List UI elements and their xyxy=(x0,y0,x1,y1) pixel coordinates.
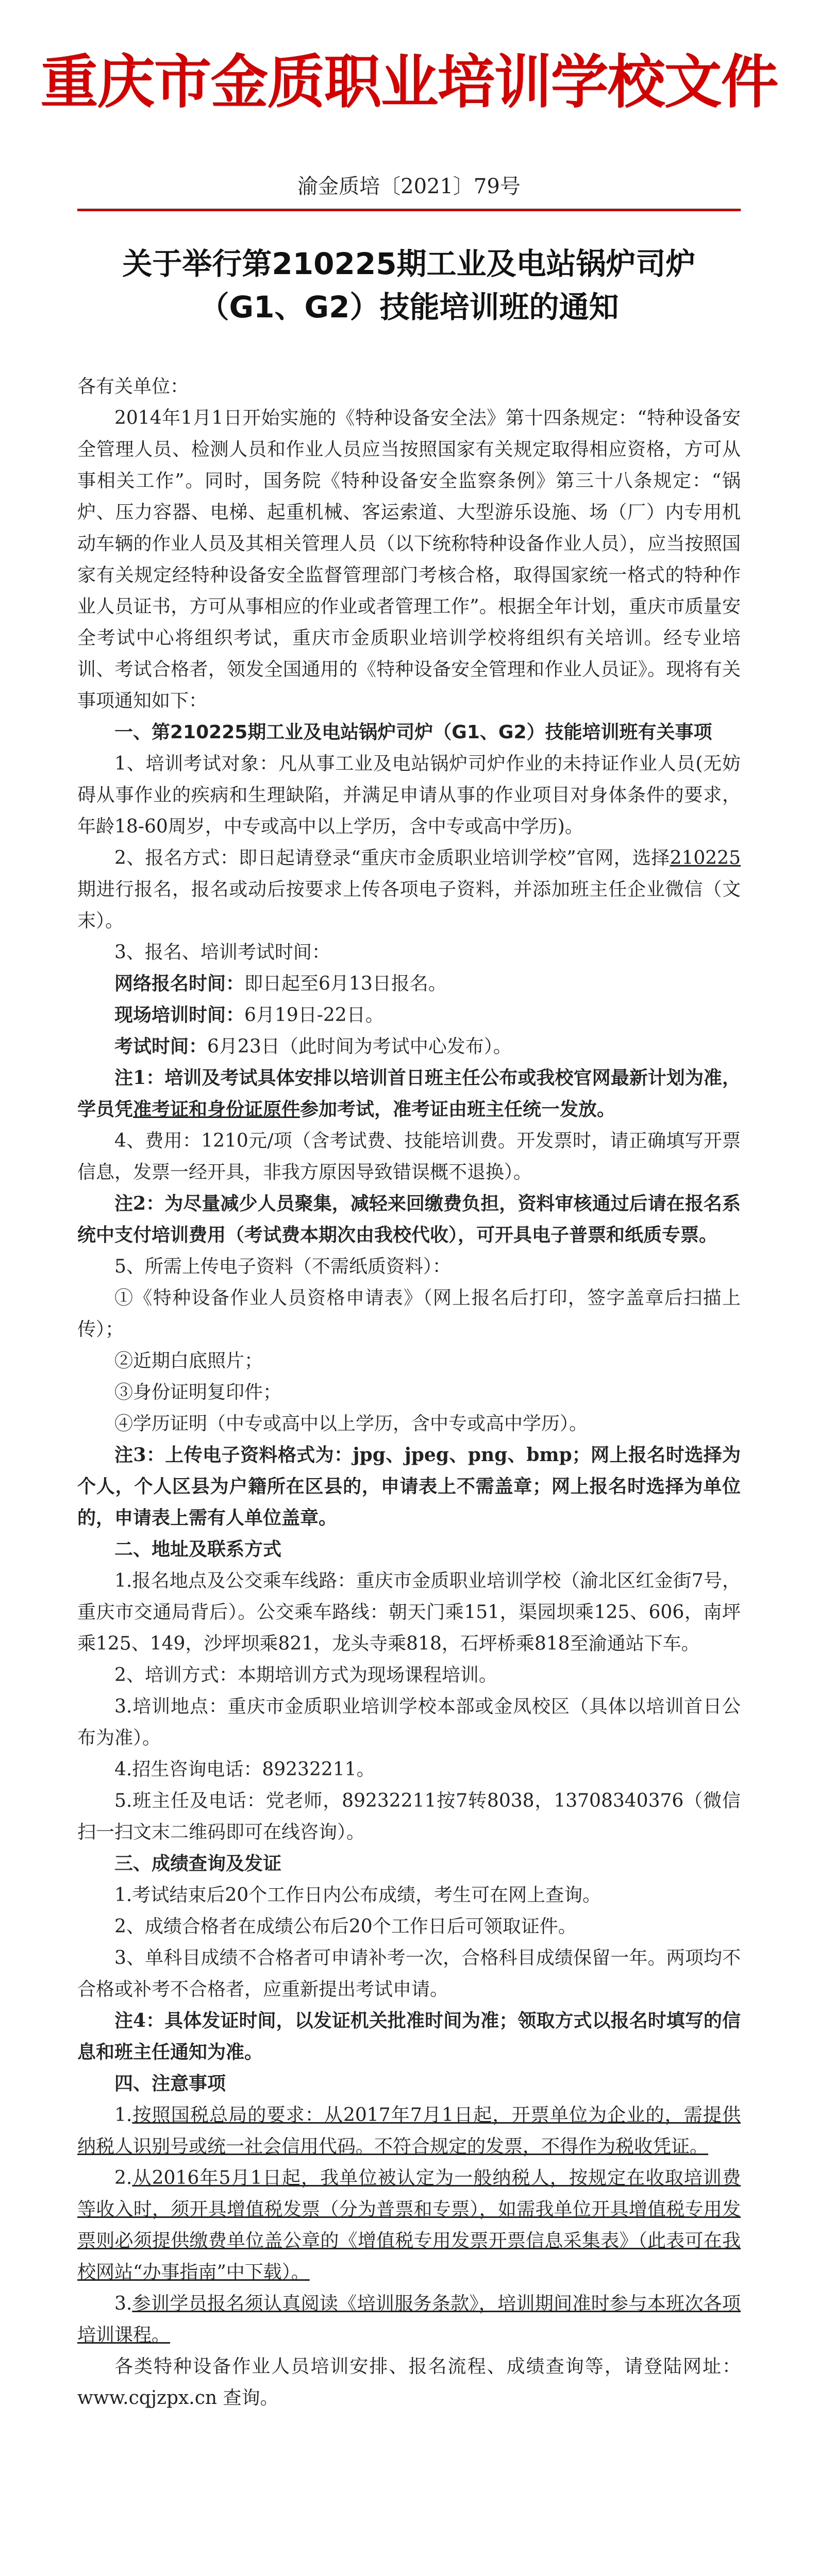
label: 考试时间： xyxy=(114,1036,208,1057)
paragraph: 3、单科目成绩不合格者可申请补考一次，合格科目成绩保留一年。两项均不合格或补考不合格者，应重新提出考试申请。 xyxy=(77,1947,741,2000)
text: 6月19日-22日。 xyxy=(244,1005,384,1026)
text: 准考证和身份证原件 xyxy=(133,1098,301,1120)
document-header-title: 重庆市金质职业培训学校文件 xyxy=(40,49,778,116)
list-item: ②近期白底照片； xyxy=(114,1350,263,1371)
paragraph: 4、费用：1210元/项（含考试费、技能培训费。开发票时，请正确填写开票信息，发票一经开具，非我方原因导致错误概不退换）。 xyxy=(77,1130,741,1183)
text: 3. xyxy=(114,2293,132,2314)
note-3: 注3：上传电子资料格式为：jpg、jpeg、png、bmp；网上报名时选择为个人，个人区县为户籍所在区县的，申请表上不需盖章；网上报名时选择为单位的，申请表上需有人单位盖章。 xyxy=(77,1444,741,1529)
notice-title-line-2: （G1、G2）技能培训班的通知 xyxy=(199,290,619,325)
paragraph xyxy=(77,1031,741,1062)
note-4: 注4：具体发证时间，以发证机关批准时间为准；领取方式以报名时填写的信息和班主任通知为准。 xyxy=(77,2010,741,2063)
section-heading-4: 四、注意事项 xyxy=(114,2073,226,2094)
text: 按照国税总局的要求：从2017年7月1日起，开票单位为企业的，需提供纳税人识别号或统一社会信用代码。不符合规定的发票，不得作为税收凭证。 xyxy=(77,2105,741,2157)
paragraph: 4.招生咨询电话：89232211。 xyxy=(114,1759,375,1780)
paragraph: 1.报名地点及公交乘车线路：重庆市金质职业培训学校（渝北区红金街7号，重庆市交通局背后）。公交乘车路线：朝天门乘151，渠园坝乘125、606，南坪乘125、149，沙坪坝乘821，龙头寺乘818，石坪桥乘818至渝通站下车。 xyxy=(77,1570,741,1654)
class-number: 210225 xyxy=(670,848,741,869)
label: 现场培训时间： xyxy=(114,1004,245,1026)
text: 2、报名方式：即日起请登录“重庆市金质职业培训学校”官网，选择 xyxy=(114,848,670,869)
note-1 xyxy=(77,1062,741,1125)
paragraph: 5.班主任及电话：党老师，89232211按7转8038，13708340376（微信扫一扫文末二维码即可在线咨询）。 xyxy=(77,1790,741,1843)
list-item: ①《特种设备作业人员资格申请表》（网上报名后打印，签字盖章后扫描上传）； xyxy=(77,1287,741,1340)
paragraph xyxy=(77,842,741,937)
paragraph: 3.培训地点：重庆市金质职业培训学校本部或金凤校区（具体以培训首日公布为准）。 xyxy=(77,1696,741,1749)
label: 网络报名时间： xyxy=(114,973,245,994)
text: 参训学员报名须认真阅读《培训服务条款》，培训期间准时参与本班次各项培训课程。 xyxy=(77,2293,741,2346)
paragraph xyxy=(77,968,741,999)
note-2: 注2：为尽量减少人员聚集，减轻来回缴费负担，资料审核通过后请在报名系统中支付培训费用（考试费本期次由我校代收），可开具电子普票和纸质专票。 xyxy=(77,1193,741,1246)
paragraph xyxy=(77,2288,741,2351)
paragraph: 1、培训考试对象：凡从事工业及电站锅炉司炉作业的未持证作业人员(无妨碍从事作业的疾病和生理缺陷，并满足申请从事的作业项目对身体条件的要求，年龄18-60周岁，中专或高中以上学历，含中专或高中学历)。 xyxy=(77,753,741,837)
section-heading-3: 三、成绩查询及发证 xyxy=(114,1853,282,1874)
text: 即日起至6月13日报名。 xyxy=(244,973,447,994)
text: 注1：培训及考试具体安排以培训首日班主任公布或我校官网最新计划为准，学员凭 xyxy=(77,1067,741,1120)
paragraph: 3、报名、培训考试时间： xyxy=(114,942,330,963)
salutation: 各有关单位： xyxy=(77,376,189,397)
text: 1. xyxy=(114,2105,132,2126)
notice-title-line-1: 关于举行第210225期工业及电站锅炉司炉 xyxy=(122,246,696,281)
notice-body xyxy=(77,371,741,2414)
paragraph: 2、培训方式：本期培训方式为现场课程培训。 xyxy=(114,1665,497,1686)
list-item: ④学历证明（中专或高中以上学历，含中专或高中学历）。 xyxy=(114,1413,588,1434)
section-heading-1: 一、第210225期工业及电站锅炉司炉（G1、G2）技能培训班有关事项 xyxy=(114,722,712,743)
text: 参加考试，准考证由班主任统一发放。 xyxy=(300,1098,616,1120)
notice-title xyxy=(57,242,761,329)
paragraph: 1.考试结束后20个工作日内公布成绩，考生可在网上查询。 xyxy=(114,1885,602,1906)
paragraph: 2、成绩合格者在成绩公布后20个工作日后可领取证件。 xyxy=(114,1916,577,1937)
paragraph xyxy=(77,999,741,1031)
paragraph xyxy=(77,2099,741,2162)
paragraph xyxy=(77,2162,741,2288)
text: 从2016年5月1日起，我单位被认定为一般纳税人，按规定在收取培训费等收入时，须开具增值税发票（分为普票和专票），如需我单位开具增值税专用发票则必须提供缴费单位盖公章的《增值税专用发票开票信息采集表》（此表可在我校网站“办事指南”中下载）。 xyxy=(77,2167,741,2283)
paragraph: 5、所需上传电子资料（不需纸质资料）： xyxy=(114,1256,451,1277)
paragraph: 2014年1月1日开始实施的《特种设备安全法》第十四条规定：“特种设备安全管理人员、检测人员和作业人员应当按照国家有关规定取得相应资格，方可从事相关工作”。同时，国务院《特种设备安全监察条例》第三十八条规定：“锅炉、压力容器、电梯、起重机械、客运索道、大型游乐设施、场（厂）内专用机动车辆的作业人员及其相关管理人员（以下统称特种设备作业人员），应当按照国家有关规定经特种设备安全监督管理部门考核合格，取得国家统一格式的特种作业人员证书，方可从事相应的作业或者管理工作”。根据全年计划，重庆市质量安全考试中心将组织考试，重庆市金质职业培训学校将组织有关培训。经专业培训、考试合格者，领发全国通用的《特种设备安全管理和作业人员证》。现将有关事项通知如下： xyxy=(77,408,741,711)
text: 6月23日（此时间为考试中心发布）。 xyxy=(207,1036,512,1057)
text: 2. xyxy=(114,2167,132,2189)
text: 期进行报名，报名或动后按要求上传各项电子资料，并添加班主任企业微信（文末）。 xyxy=(77,879,741,931)
section-heading-2: 二、地址及联系方式 xyxy=(114,1539,282,1560)
document-number: 渝金质培〔2021〕79号 xyxy=(297,175,521,198)
paragraph: 各类特种设备作业人员培训安排、报名流程、成绩查询等，请登陆网址：www.cqjzpx.cn 查询。 xyxy=(77,2356,741,2409)
list-item: ③身份证明复印件； xyxy=(114,1382,282,1403)
header-red-rule xyxy=(77,209,741,211)
